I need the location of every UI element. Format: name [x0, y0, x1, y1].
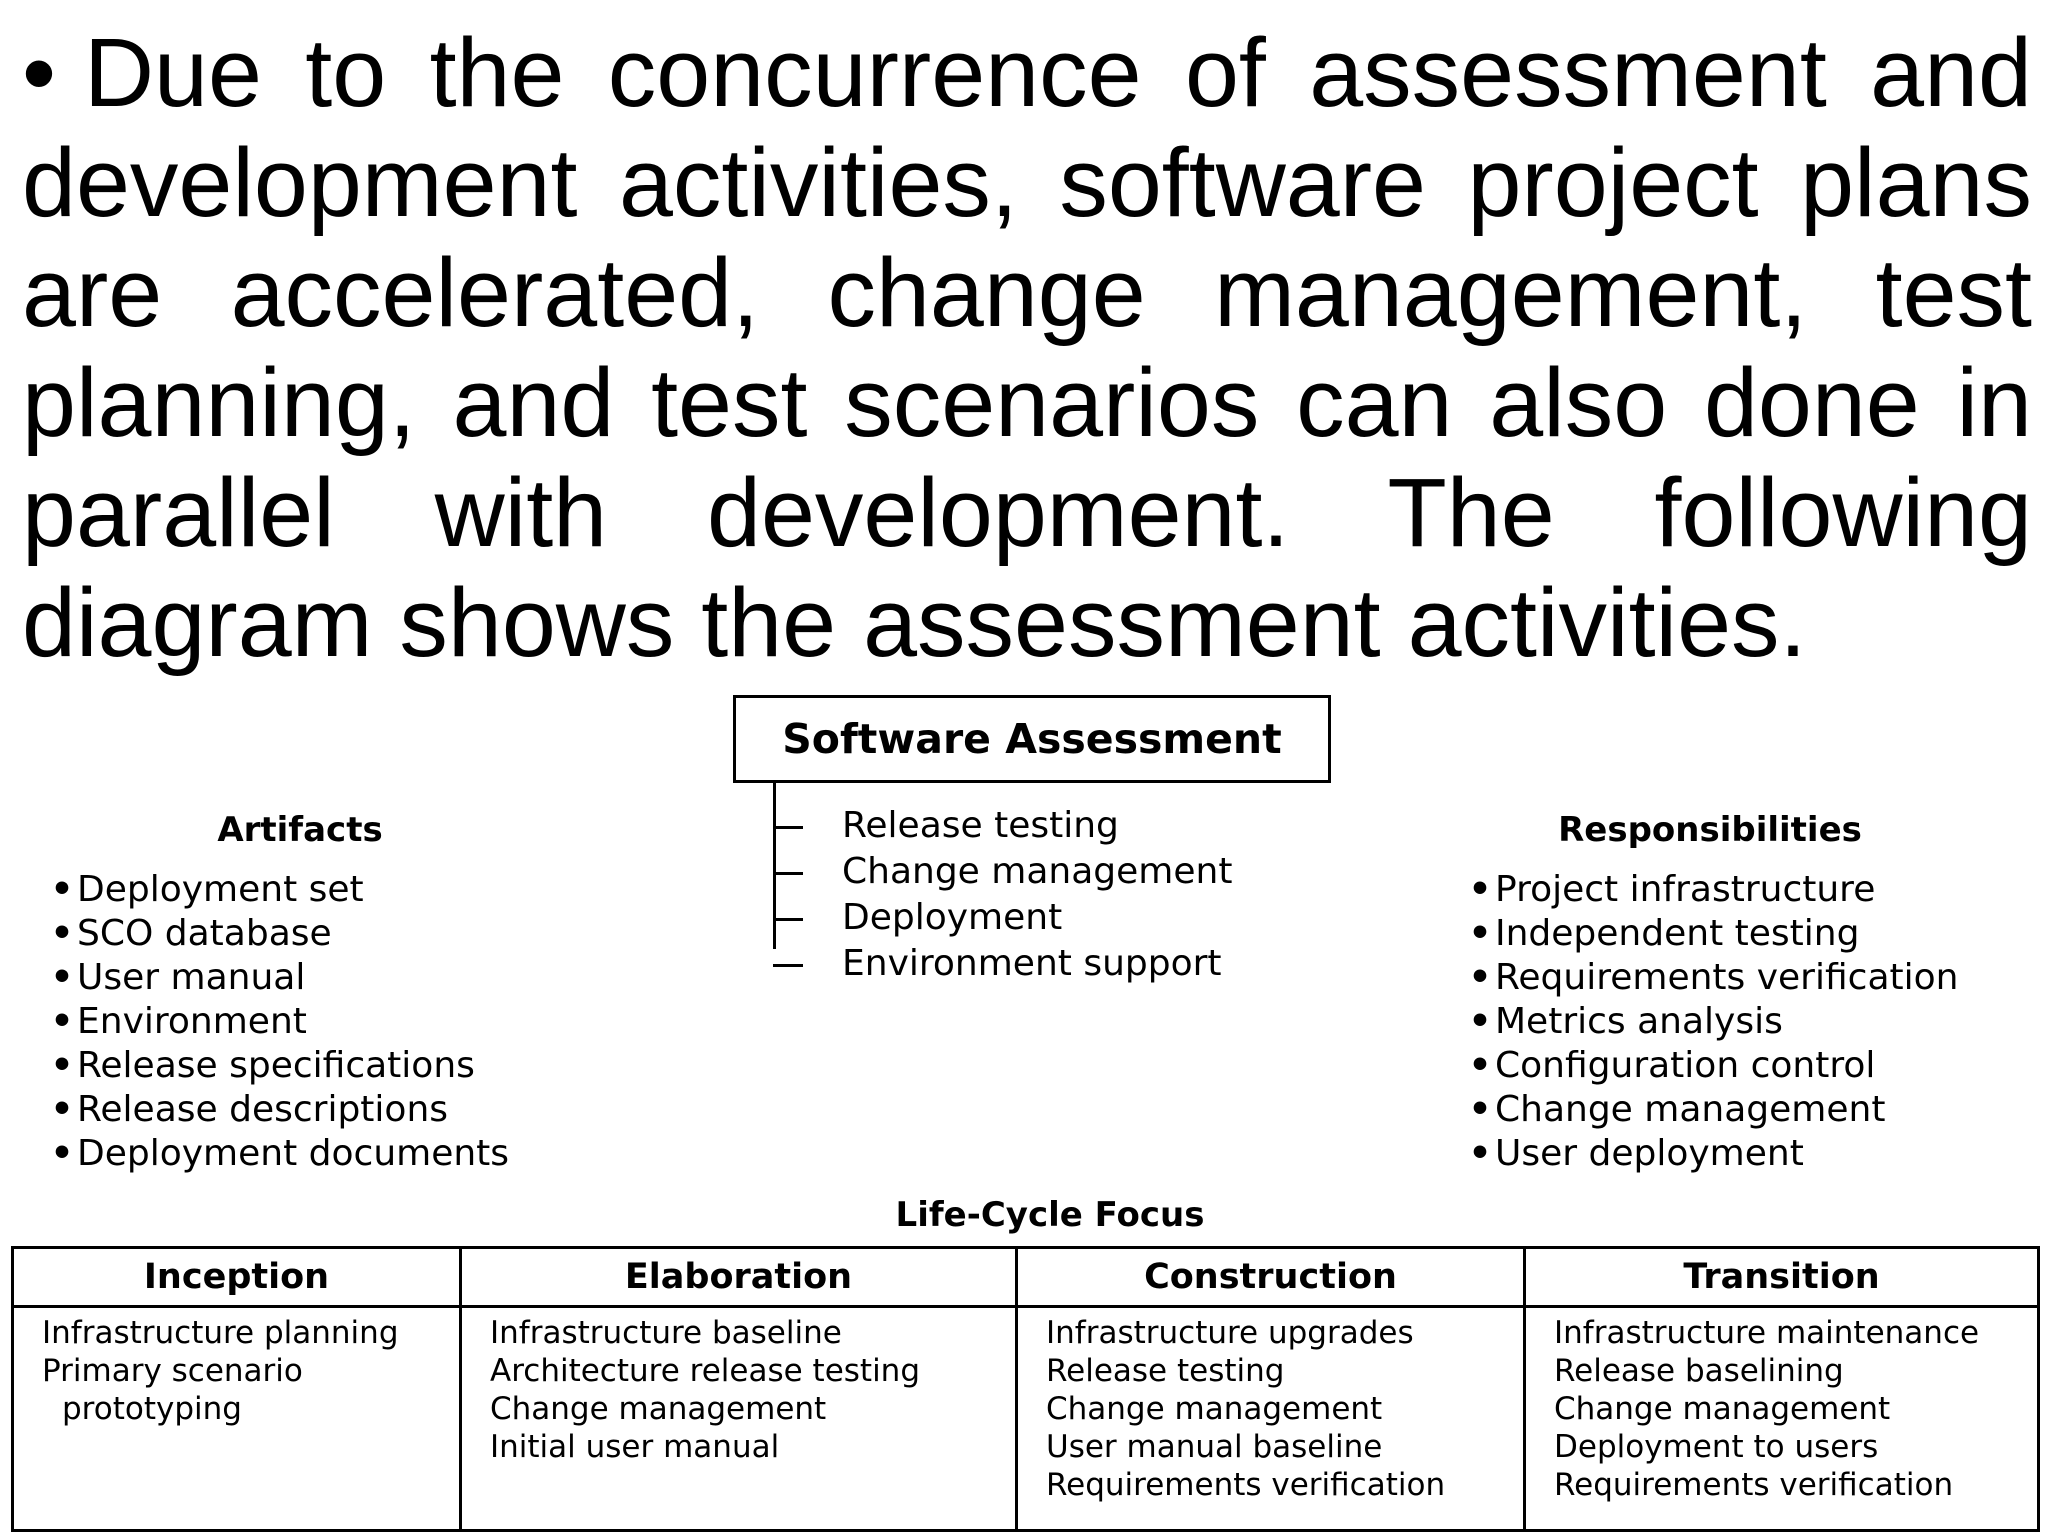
responsibility-item — [1465, 912, 1958, 956]
artifact-label: SCO database — [77, 913, 332, 954]
lifecycle-focus-heading: Life-Cycle Focus — [895, 1195, 1205, 1235]
artifact-label: Environment — [77, 1001, 307, 1042]
responsibility-label: Change management — [1495, 1089, 1886, 1130]
phase-item: Deployment to users — [1554, 1429, 1879, 1465]
phase-cell-transition — [1525, 1307, 2039, 1531]
responsibility-item — [1465, 1088, 1958, 1132]
artifact-item — [47, 912, 509, 956]
bullet-dot: • — [50, 869, 74, 910]
artifacts-list — [47, 868, 509, 1176]
bullet-dot: • — [1468, 957, 1492, 998]
phase-item: Initial user manual — [490, 1429, 780, 1465]
responsibility-label: Independent testing — [1495, 913, 1860, 954]
software-assessment-box: Software Assessment — [733, 695, 1331, 783]
phase-header-construction: Construction — [1017, 1248, 1525, 1307]
activity-item: Environment support — [770, 941, 1232, 987]
intro-paragraph-text: Due to the concurrence of assessment and development activities, software project plans are accelerated, change management, test planning, and test scenarios can also done in parallel with development. The following diagram shows the assessment activities. — [22, 18, 2032, 677]
phase-item: Release testing — [1046, 1353, 1285, 1389]
bullet-dot: • — [50, 1133, 74, 1174]
artifact-item — [47, 956, 509, 1000]
phase-item: Requirements verification — [1554, 1467, 1954, 1503]
activity-item: Release testing — [770, 803, 1232, 849]
phase-cell-construction — [1017, 1307, 1525, 1531]
phase-item: Infrastructure maintenance — [1554, 1315, 1980, 1351]
lifecycle-focus-table — [11, 1246, 2040, 1532]
phase-cell-elaboration — [461, 1307, 1017, 1531]
phase-item: Architecture release testing — [490, 1353, 921, 1389]
bullet-dot: • — [50, 913, 74, 954]
responsibility-item — [1465, 1132, 1958, 1176]
software-assessment-diagram — [0, 680, 2048, 1536]
phase-header-elaboration: Elaboration — [461, 1248, 1017, 1307]
assessment-activities-list — [770, 803, 1232, 987]
phase-item: Release baselining — [1554, 1353, 1844, 1389]
responsibility-item — [1465, 1000, 1958, 1044]
bullet-dot: • — [1468, 1045, 1492, 1086]
activity-item: Change management — [770, 849, 1232, 895]
bullet-point: • — [22, 18, 56, 127]
responsibilities-heading: Responsibilities — [1558, 810, 1862, 850]
responsibility-item — [1465, 868, 1958, 912]
bullet-dot: • — [50, 1045, 74, 1086]
table-header-row — [13, 1248, 2039, 1307]
phase-item: Infrastructure planning — [42, 1315, 399, 1351]
phase-item: Change management — [1046, 1391, 1383, 1427]
intro-paragraph — [22, 18, 2032, 678]
bullet-dot: • — [50, 1089, 74, 1130]
artifact-item — [47, 1132, 509, 1176]
bullet-dot: • — [1468, 1089, 1492, 1130]
responsibility-label: Metrics analysis — [1495, 1001, 1783, 1042]
responsibility-label: User deployment — [1495, 1133, 1804, 1174]
artifacts-heading: Artifacts — [217, 810, 383, 850]
artifact-item — [47, 1000, 509, 1044]
artifact-item — [47, 1044, 509, 1088]
artifact-label: Release specifications — [77, 1045, 475, 1086]
responsibility-item — [1465, 956, 1958, 1000]
bullet-dot: • — [50, 1001, 74, 1042]
artifact-label: User manual — [77, 957, 306, 998]
activity-item: Deployment — [770, 895, 1232, 941]
phase-item: Infrastructure baseline — [490, 1315, 842, 1351]
phase-item: prototyping — [62, 1391, 242, 1427]
responsibilities-list — [1465, 868, 1958, 1176]
phase-item: Requirements verification — [1046, 1467, 1446, 1503]
bullet-dot: • — [1468, 869, 1492, 910]
artifact-item — [47, 868, 509, 912]
bullet-dot: • — [1468, 1133, 1492, 1174]
phase-item: User manual baseline — [1046, 1429, 1383, 1465]
bullet-dot: • — [1468, 913, 1492, 954]
bullet-dot: • — [1468, 1001, 1492, 1042]
responsibility-label: Configuration control — [1495, 1045, 1876, 1086]
phase-item: Change management — [490, 1391, 827, 1427]
artifact-label: Deployment documents — [77, 1133, 510, 1174]
table-row — [13, 1307, 2039, 1531]
bullet-dot: • — [50, 957, 74, 998]
phase-cell-inception — [13, 1307, 461, 1531]
phase-item: Change management — [1554, 1391, 1891, 1427]
artifact-label: Release descriptions — [77, 1089, 449, 1130]
phase-item: Infrastructure upgrades — [1046, 1315, 1414, 1351]
responsibility-item — [1465, 1044, 1958, 1088]
responsibility-label: Project infrastructure — [1495, 869, 1876, 910]
phase-item: Primary scenario — [42, 1353, 303, 1389]
artifact-item — [47, 1088, 509, 1132]
phase-header-inception: Inception — [13, 1248, 461, 1307]
phase-header-transition: Transition — [1525, 1248, 2039, 1307]
artifact-label: Deployment set — [77, 869, 364, 910]
responsibility-label: Requirements verification — [1495, 957, 1959, 998]
